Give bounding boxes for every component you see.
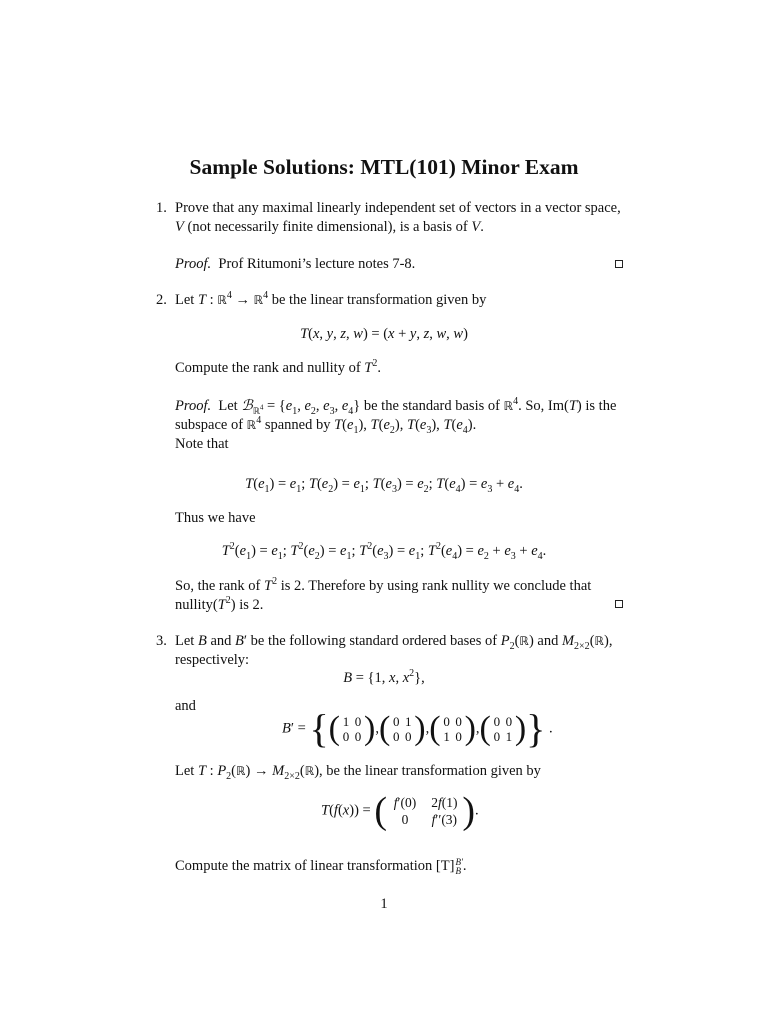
qed-symbol — [615, 260, 623, 268]
basis-B-prime: B′ = {( 1 0 0 0 ),( 0 1 0 0 ),( 0 0 1 0 ),( 0 0 0 1 )} . — [282, 706, 553, 751]
question-2-eq-T2: $T^2(e_1) = e_1$; $T^2(e_2) = e_1$; $T^2(e_3) = e_1$; $T^2(e_4) = e_2 + e_3 + e_4$. — [221, 541, 547, 562]
question-1-line-2: V (not necessarily finite dimensional), is a basis of V. — [175, 219, 484, 235]
page-title: Sample Solutions: MTL(101) Minor Exam — [189, 155, 579, 179]
question-1-proof-text: Prof Ritumoni’s lecture notes 7-8. — [218, 256, 416, 272]
question-1-text — [175, 199, 627, 237]
matrix-e11: 1 0 0 0 — [342, 714, 362, 744]
question-3-ask-text: Compute the matrix of linear transformation [T] — [175, 858, 455, 874]
question-1-proof — [175, 255, 627, 274]
qed-symbol — [615, 600, 623, 608]
question-2-conclusion: So, the rank of $T^2$ is 2. Therefore by using rank nullity we conclude that $nullity(T^2)$ is 2. — [175, 576, 592, 613]
question-3-let-T: Let T : $P_2(ℝ)$ → $M_{2\times 2}(ℝ)$, be the linear transformation given by — [175, 763, 541, 782]
question-3-T-definition: T(f(x)) = ( f′(0) 2f(1) 0 f′′(3) ). — [321, 790, 479, 832]
question-2-eq-T: $T(e_1) = e_1$; $T(e_2) = e_1$; $T(e_3) = e_2$; $T(e_4) = e_3 + e_4$. — [245, 476, 523, 495]
proof-label: Proof. — [175, 398, 212, 414]
basis-B: B = {1, x, $x^2$}, — [343, 668, 425, 686]
question-3-number: 3. — [156, 633, 167, 649]
question-2-statement: Let T : ℝ$^4$ → ℝ$^4$ be the linear transformation given by — [175, 290, 487, 308]
question-1-number: 1. — [156, 200, 167, 216]
question-3-and: and — [175, 698, 196, 714]
matrix-e21: 0 0 1 0 — [443, 714, 462, 744]
matrix-e12: 0 1 0 0 — [393, 714, 412, 744]
question-2-equation: T(x, y, z, w) = (x + y, z, w, w) — [300, 326, 468, 342]
question-3-text: Let B and B′ be the following standard ordered bases of $P_2(ℝ)$ and $M_{2\times 2}(ℝ)$, respectively: — [175, 632, 627, 670]
question-3-ask: Compute the matrix of linear transformation [T] B′ B . — [175, 856, 467, 876]
question-3-line-2: respectively: — [175, 652, 250, 668]
proof-label: Proof. — [175, 256, 212, 272]
question-2-note: Note that — [175, 436, 229, 452]
question-2-thus: Thus we have — [175, 510, 256, 526]
question-2-number: 2. — [156, 292, 167, 308]
matrix-e22: 0 0 0 1 — [493, 714, 513, 744]
question-1-line-1: Prove that any maximal linearly independent set of vectors in a vector space, — [175, 200, 621, 216]
page-number: 1 — [380, 896, 388, 912]
question-2-proof: Proof. Let ℬ$_{ℝ^4}$ = {$e_1$, $e_2$, $e_3$, $e_4$} be the standard basis of ℝ$^4$. So, Im(T) is the subspace of ℝ$^4$ spanned by $T(e_1)$, $T(e_2)$, $T(e_3)$, $T(e_4)$. Note that — [175, 397, 627, 454]
matrix-T-image: f′(0) 2f(1) 0 f′′(3) — [393, 795, 458, 827]
question-2-ask: Compute the rank and nullity of $T^2$. — [175, 358, 381, 376]
